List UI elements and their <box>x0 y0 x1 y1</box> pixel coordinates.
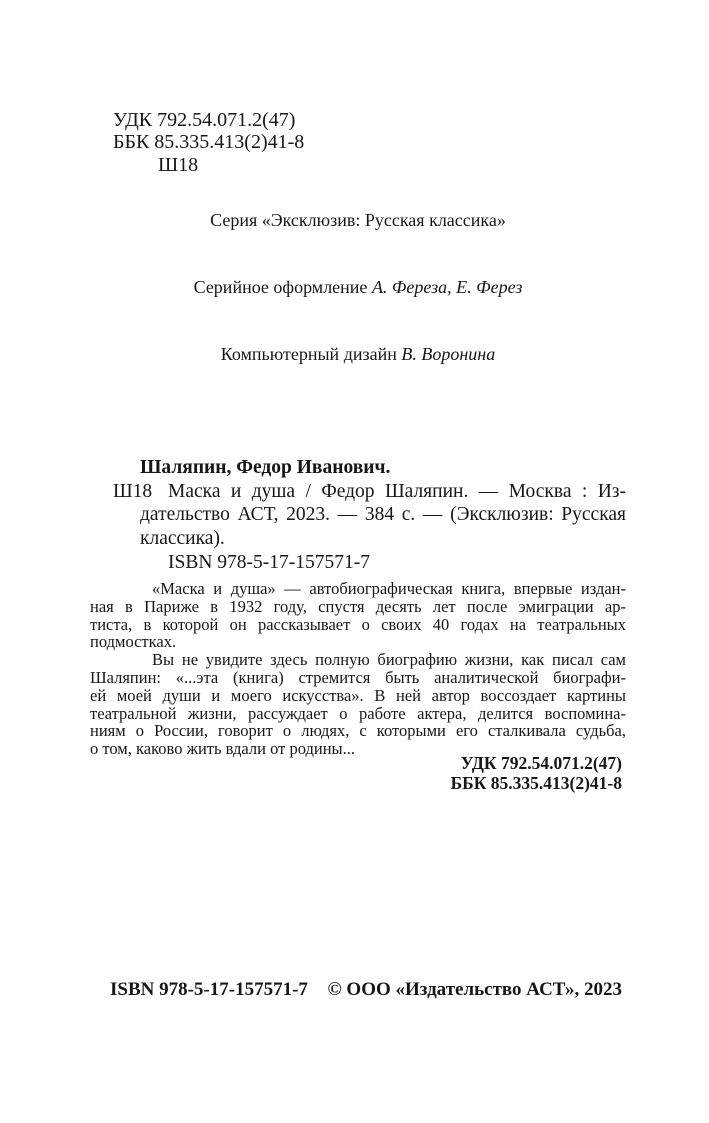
footer-isbn: ISBN 978-5-17-157571-7 <box>110 979 308 1000</box>
udk-code-line: УДК 792.54.071.2(47) <box>113 109 296 131</box>
text-line: театральной жизни, рассуждает о работе актера, делится воспомина- <box>90 703 626 723</box>
series-design-names: А. Фереза, Е. Ферез <box>371 277 523 297</box>
catalog-entry <box>140 480 626 551</box>
top-codes-block <box>113 109 304 176</box>
footer-line <box>90 978 626 1001</box>
author-heading: Шаляпин, Федор Иванович. <box>140 457 391 478</box>
text-line: ниям о России, говорит о людях, с которыми его сталкивала судьба, <box>90 721 626 741</box>
text-line: дательство АСТ, 2023. — 384 с. — (Эксклюзив: Русская <box>140 504 626 525</box>
text-line: Вы не увидите здесь полную биографию жизни, как писал сам <box>152 650 626 670</box>
series-design-label: Серийное оформление <box>193 277 372 297</box>
catalog-card <box>90 456 626 575</box>
codes-right-block <box>90 753 626 793</box>
text-line: классика). <box>140 527 225 549</box>
annotation-paragraph-2 <box>90 651 626 758</box>
annotation-block <box>90 580 626 758</box>
text-line: ная в Париже в 1932 году, спустя десять лет после эмиграции ар- <box>90 596 626 616</box>
footer-copyright: © ООО «Издательство АСТ», 2023 <box>327 979 622 1000</box>
computer-design-label: Компьютерный дизайн <box>220 344 402 364</box>
bbk-code-line: ББК 85.335.413(2)41-8 <box>113 131 305 154</box>
catalog-author-sign: Ш18 <box>113 480 153 502</box>
series-design-line <box>90 277 626 299</box>
computer-design-name: В. Воронина <box>401 344 496 364</box>
text-line: подмостках. <box>90 632 177 652</box>
text-line: тиста, в которой он рассказывает о своих 40 годах на театральных <box>90 614 626 634</box>
computer-design-line <box>90 344 626 366</box>
text-line: Шаляпин: «...эта (книга) стремится быть аналитической биографи- <box>90 667 626 687</box>
bbk-right-line: ББК 85.335.413(2)41-8 <box>450 773 622 793</box>
text-line: «Маска и душа» — автобиографическая книга, впервые издан- <box>152 579 626 598</box>
text-line: о том, каково жить вдали от родины... <box>90 739 355 759</box>
annotation-paragraph-1 <box>90 580 626 651</box>
isbn-line: ISBN 978-5-17-157571-7 <box>168 552 371 573</box>
text-line: ей моей души и моего искусства». В ней автор воссоздает картины <box>90 685 626 705</box>
text-line: Маска и душа / Федор Шаляпин. — Москва : Из- <box>168 480 626 502</box>
series-line: Серия «Эксклюзив: Русская классика» <box>210 210 506 230</box>
author-sign-line: Ш18 <box>158 153 199 176</box>
udk-right-line: УДК 792.54.071.2(47) <box>460 753 622 773</box>
